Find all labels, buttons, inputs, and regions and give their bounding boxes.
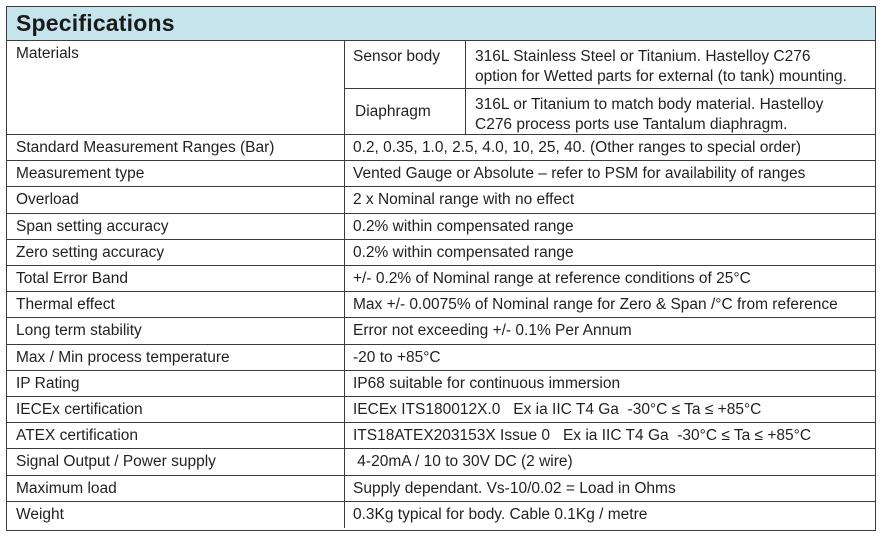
table-row [7, 214, 875, 240]
row-value: +/- 0.2% of Nominal range at reference conditions of 25°C [353, 270, 751, 287]
row-value: 0.2, 0.35, 1.0, 2.5, 4.0, 10, 25, 40. (Other ranges to special order) [353, 139, 802, 156]
row-value: -20 to +85°C [353, 348, 441, 366]
row-label: Total Error Band [16, 270, 128, 287]
column-divider [344, 266, 345, 291]
row-label: Zero setting accuracy [16, 243, 165, 261]
column-divider [344, 371, 345, 396]
column-divider [344, 502, 345, 528]
row-label: Measurement type [16, 165, 145, 183]
row-value: Error not exceeding +/- 0.1% Per Annum [353, 322, 632, 340]
column-divider [344, 449, 345, 474]
row-label: Max / Min process temperature [16, 348, 230, 366]
table-header [7, 7, 875, 41]
row-label: ATEX certification [16, 427, 139, 445]
row-label: IP Rating [16, 374, 80, 392]
table-row [7, 345, 875, 371]
column-divider [344, 345, 345, 370]
row-label: Materials [16, 45, 79, 62]
column-divider [344, 240, 345, 265]
column-divider [344, 135, 345, 160]
table-row-materials [7, 41, 875, 135]
table-row [7, 476, 875, 502]
column-divider [344, 187, 345, 212]
table-row [7, 135, 875, 161]
sensor-body-label: Sensor body [353, 48, 441, 65]
row-value: ITS18ATEX203153X Issue 0 Ex ia IIC T4 Ga -30°C ≤ Ta ≤ +85°C [353, 427, 812, 445]
table-row [7, 266, 875, 292]
specifications-table [6, 6, 876, 531]
sensor-body-value-line1: 316L Stainless Steel or Titanium. Hastelloy C276 [475, 48, 811, 65]
diaphragm-label: Diaphragm [355, 103, 431, 120]
row-label: Weight [16, 505, 64, 523]
row-label: IECEx certification [16, 401, 143, 418]
row-label: Maximum load [16, 479, 117, 497]
row-divider [345, 88, 875, 89]
row-label: Signal Output / Power supply [16, 453, 216, 471]
column-divider [344, 161, 345, 186]
sensor-body-value-line2: option for Wetted parts for external (to tank) mounting. [475, 68, 847, 85]
row-value: 0.2% within compensated range [353, 243, 574, 261]
table-title: Specifications [16, 10, 175, 36]
column-divider [344, 318, 345, 343]
column-divider [344, 423, 345, 448]
row-label: Thermal effect [16, 296, 115, 314]
table-row [7, 371, 875, 397]
column-divider [344, 476, 345, 501]
row-value: 0.2% within compensated range [353, 217, 574, 235]
diaphragm-value-line1: 316L or Titanium to match body material. Hastelloy [475, 96, 824, 113]
row-value: Supply dependant. Vs-10/0.02 = Load in Ohms [353, 479, 676, 497]
row-label: Long term stability [16, 322, 142, 340]
table-row [7, 161, 875, 187]
row-value: IECEx ITS180012X.0 Ex ia IIC T4 Ga -30°C ≤ Ta ≤ +85°C [353, 401, 762, 418]
row-label: Standard Measurement Ranges (Bar) [16, 139, 275, 156]
row-value: Vented Gauge or Absolute – refer to PSM for availability of ranges [353, 165, 806, 183]
row-value: 2 x Nominal range with no effect [353, 191, 575, 209]
diaphragm-value-line2: C276 process ports use Tantalum diaphragm. [475, 116, 788, 133]
column-divider [344, 292, 345, 317]
table-row [7, 240, 875, 266]
row-value: 4-20mA / 10 to 30V DC (2 wire) [353, 453, 573, 471]
table-row [7, 318, 875, 344]
table-row [7, 449, 875, 475]
table-row [7, 397, 875, 423]
row-value: Max +/- 0.0075% of Nominal range for Zero & Span /°C from reference [353, 296, 838, 314]
row-value: 0.3Kg typical for body. Cable 0.1Kg / metre [353, 505, 648, 523]
column-divider [344, 397, 345, 422]
table-row [7, 423, 875, 449]
table-row [7, 292, 875, 318]
table-row [7, 502, 875, 528]
row-label: Overload [16, 191, 79, 209]
row-label: Span setting accuracy [16, 217, 169, 235]
table-row [7, 187, 875, 213]
row-value: IP68 suitable for continuous immersion [353, 374, 621, 392]
column-divider [344, 214, 345, 239]
